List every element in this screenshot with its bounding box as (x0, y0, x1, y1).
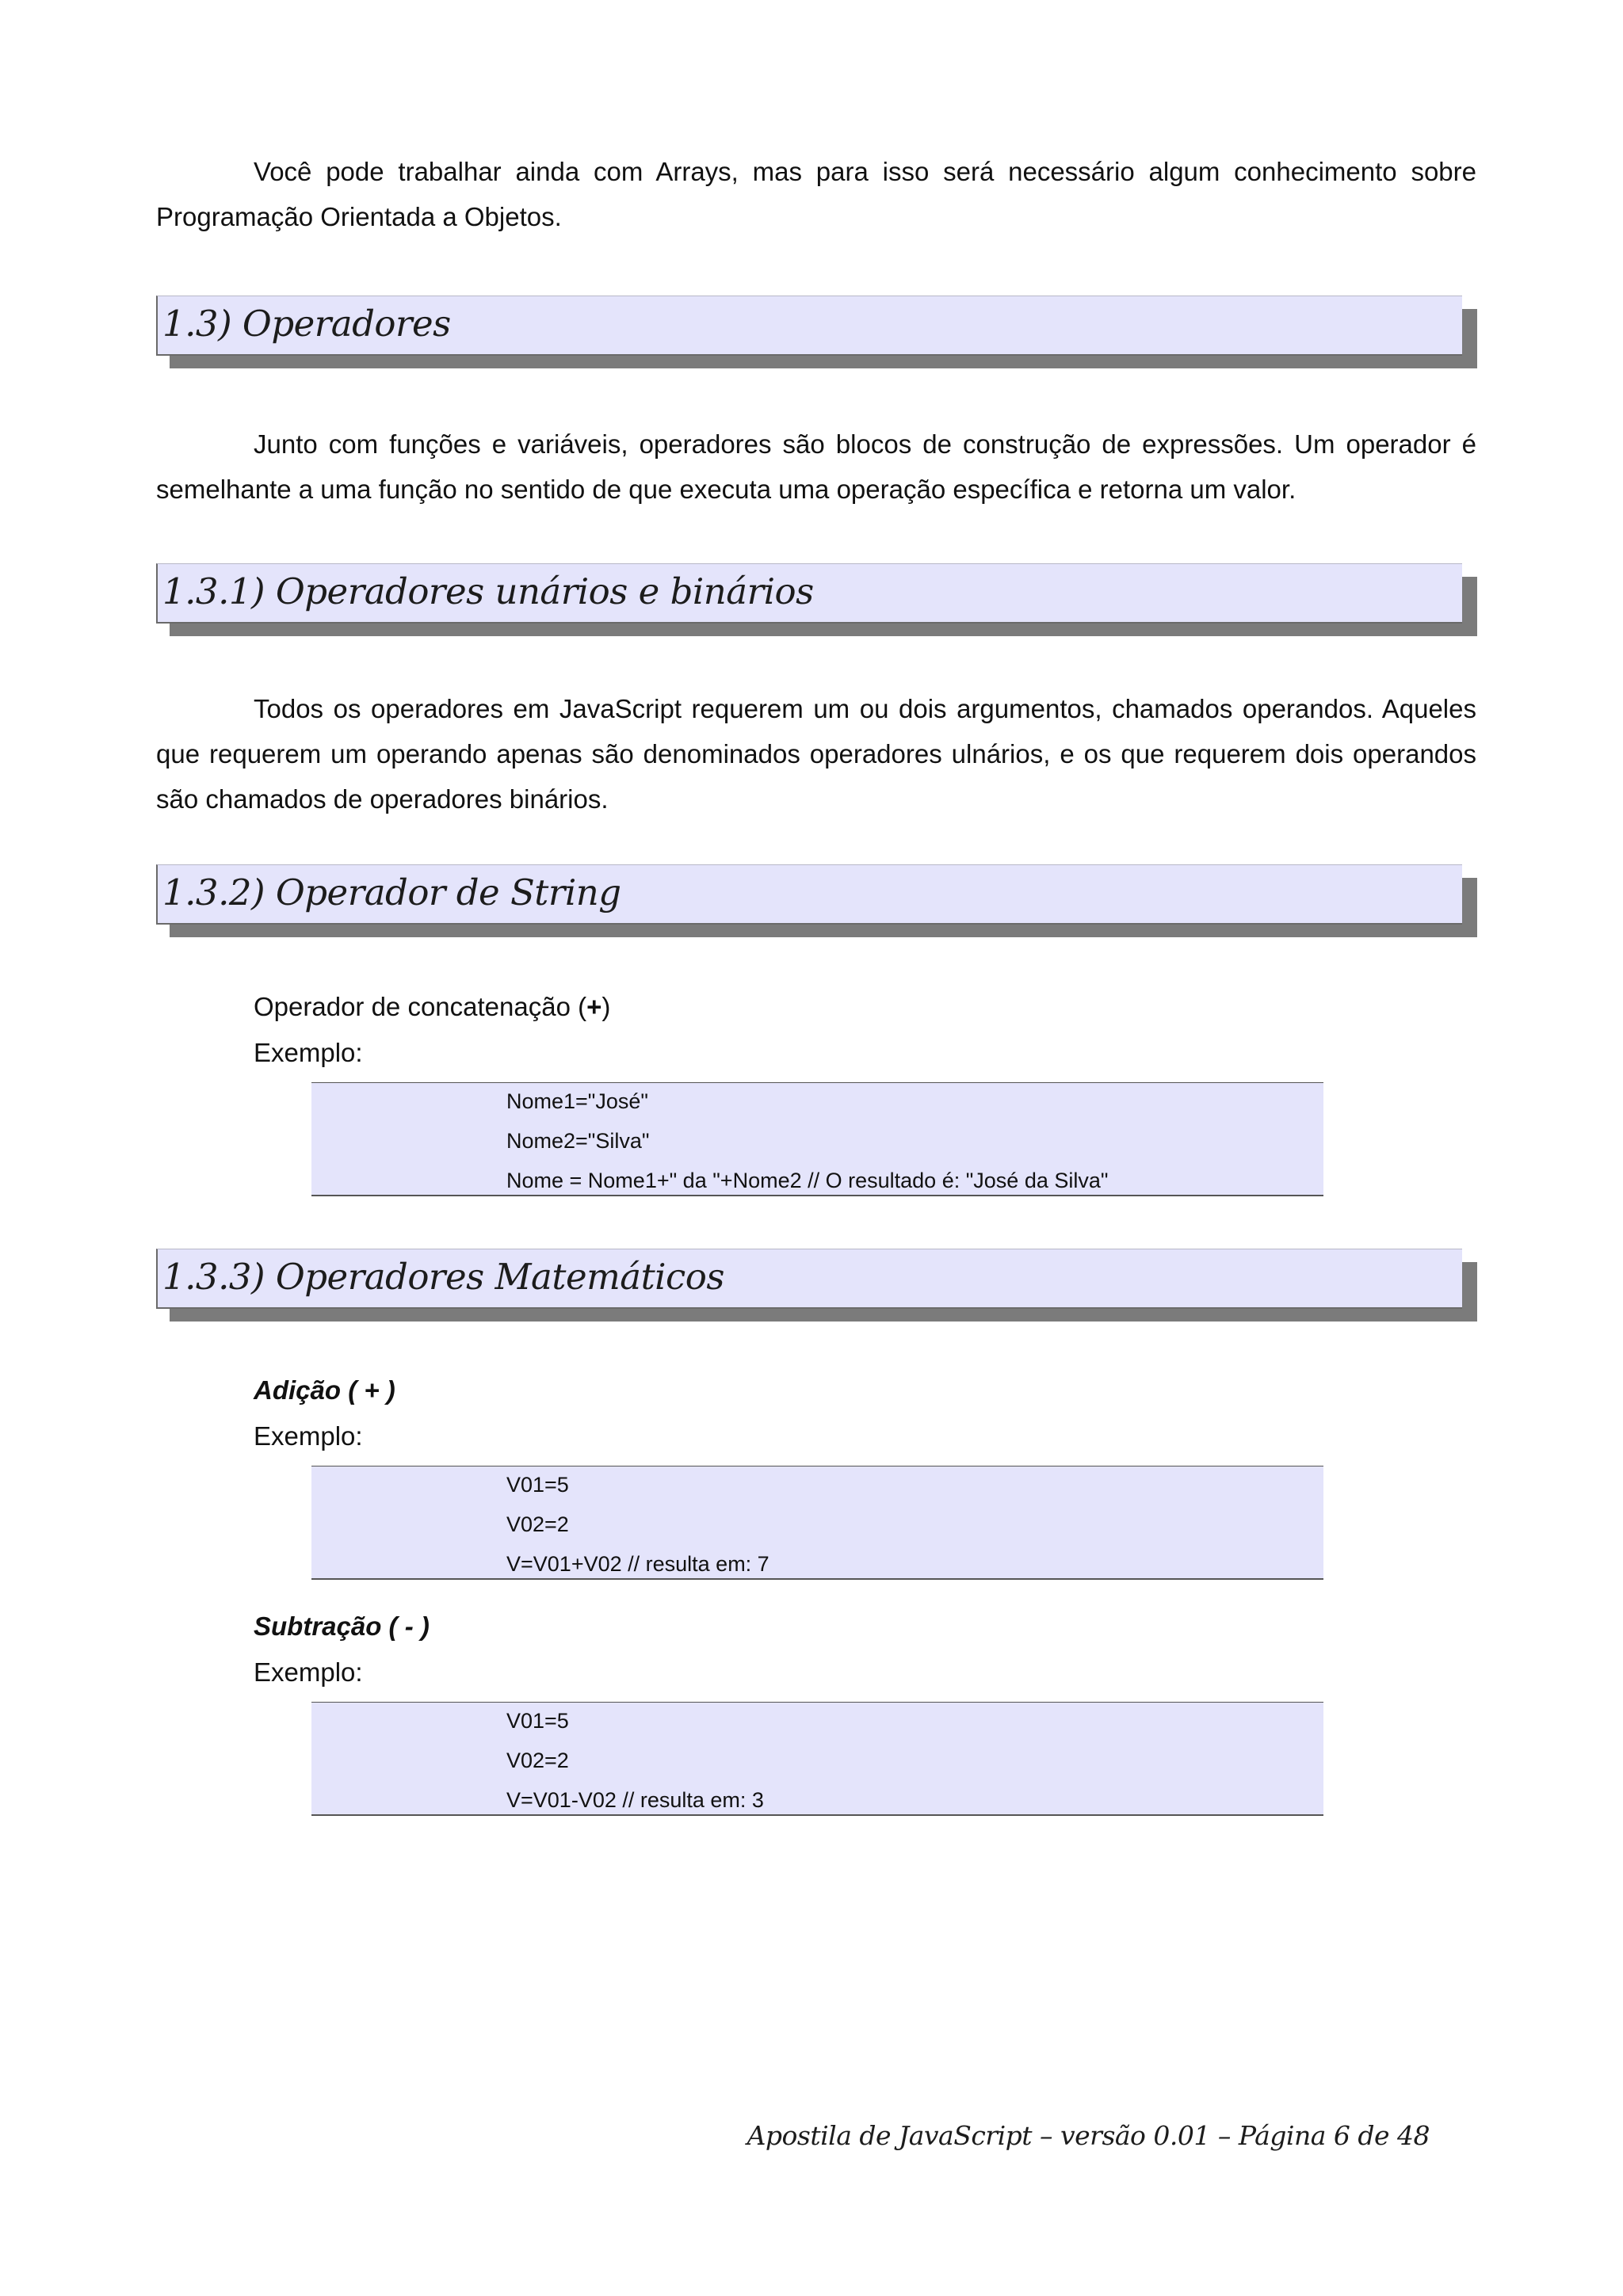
heading-operador-string (156, 864, 1464, 924)
concat-operator-line (254, 991, 610, 1023)
code-line: Nome1="José" (506, 1089, 649, 1113)
heading-title: 1.3) Operadores (162, 303, 451, 345)
example-label: Exemplo: (254, 1421, 363, 1451)
heading-title: 1.3.2) Operador de String (162, 871, 621, 913)
example-label: Exemplo: (254, 1657, 363, 1687)
heading-operadores-matematicos (156, 1249, 1464, 1308)
code-line: V=V01-V02 // resulta em: 3 (506, 1788, 764, 1812)
code-block-addition (311, 1466, 1323, 1580)
code-line: V=V01+V02 // resulta em: 7 (506, 1552, 769, 1576)
code-block-subtraction (311, 1702, 1323, 1816)
code-line: Nome = Nome1+" da "+Nome2 // O resultado é: "José da Silva" (506, 1169, 1109, 1192)
operadores-paragraph: Junto com funções e variáveis, operadores são blocos de construção de expressões. Um operador é semelhante a uma função no sentido de que executa uma operação específica e retorna um valor. (156, 429, 1476, 504)
subtraction-label: Subtração ( - ) (254, 1611, 430, 1641)
code-line: V02=2 (506, 1749, 569, 1772)
code-line: Nome2="Silva" (506, 1129, 650, 1153)
example-label: Exemplo: (254, 1038, 363, 1067)
concat-operator-symbol: + (586, 992, 602, 1021)
code-line: V01=5 (506, 1473, 569, 1497)
heading-unarios-binarios (156, 563, 1464, 623)
heading-operadores (156, 296, 1464, 355)
concat-operator-label: Operador de concatenação ( (254, 992, 587, 1021)
addition-label: Adição ( + ) (254, 1375, 395, 1405)
code-block-string (311, 1082, 1323, 1196)
heading-title: 1.3.1) Operadores unários e binários (162, 570, 814, 612)
code-line: V01=5 (506, 1709, 569, 1733)
heading-title: 1.3.3) Operadores Matemáticos (162, 1256, 724, 1298)
page-footer: Apostila de JavaScript – versão 0.01 – Página 6 de 48 (747, 2120, 1430, 2151)
intro-paragraph: Você pode trabalhar ainda com Arrays, mas para isso será necessário algum conhecimento sobre Programação Orientada a Objetos. (156, 157, 1476, 231)
concat-operator-close: ) (601, 992, 611, 1021)
unarios-paragraph: Todos os operadores em JavaScript requerem um ou dois argumentos, chamados operandos. Aqueles que requerem um operando apenas são denominados operadores ulnários, e os que requerem dois operandos são chamados de operadores binários. (156, 694, 1476, 814)
code-line: V02=2 (506, 1512, 569, 1536)
